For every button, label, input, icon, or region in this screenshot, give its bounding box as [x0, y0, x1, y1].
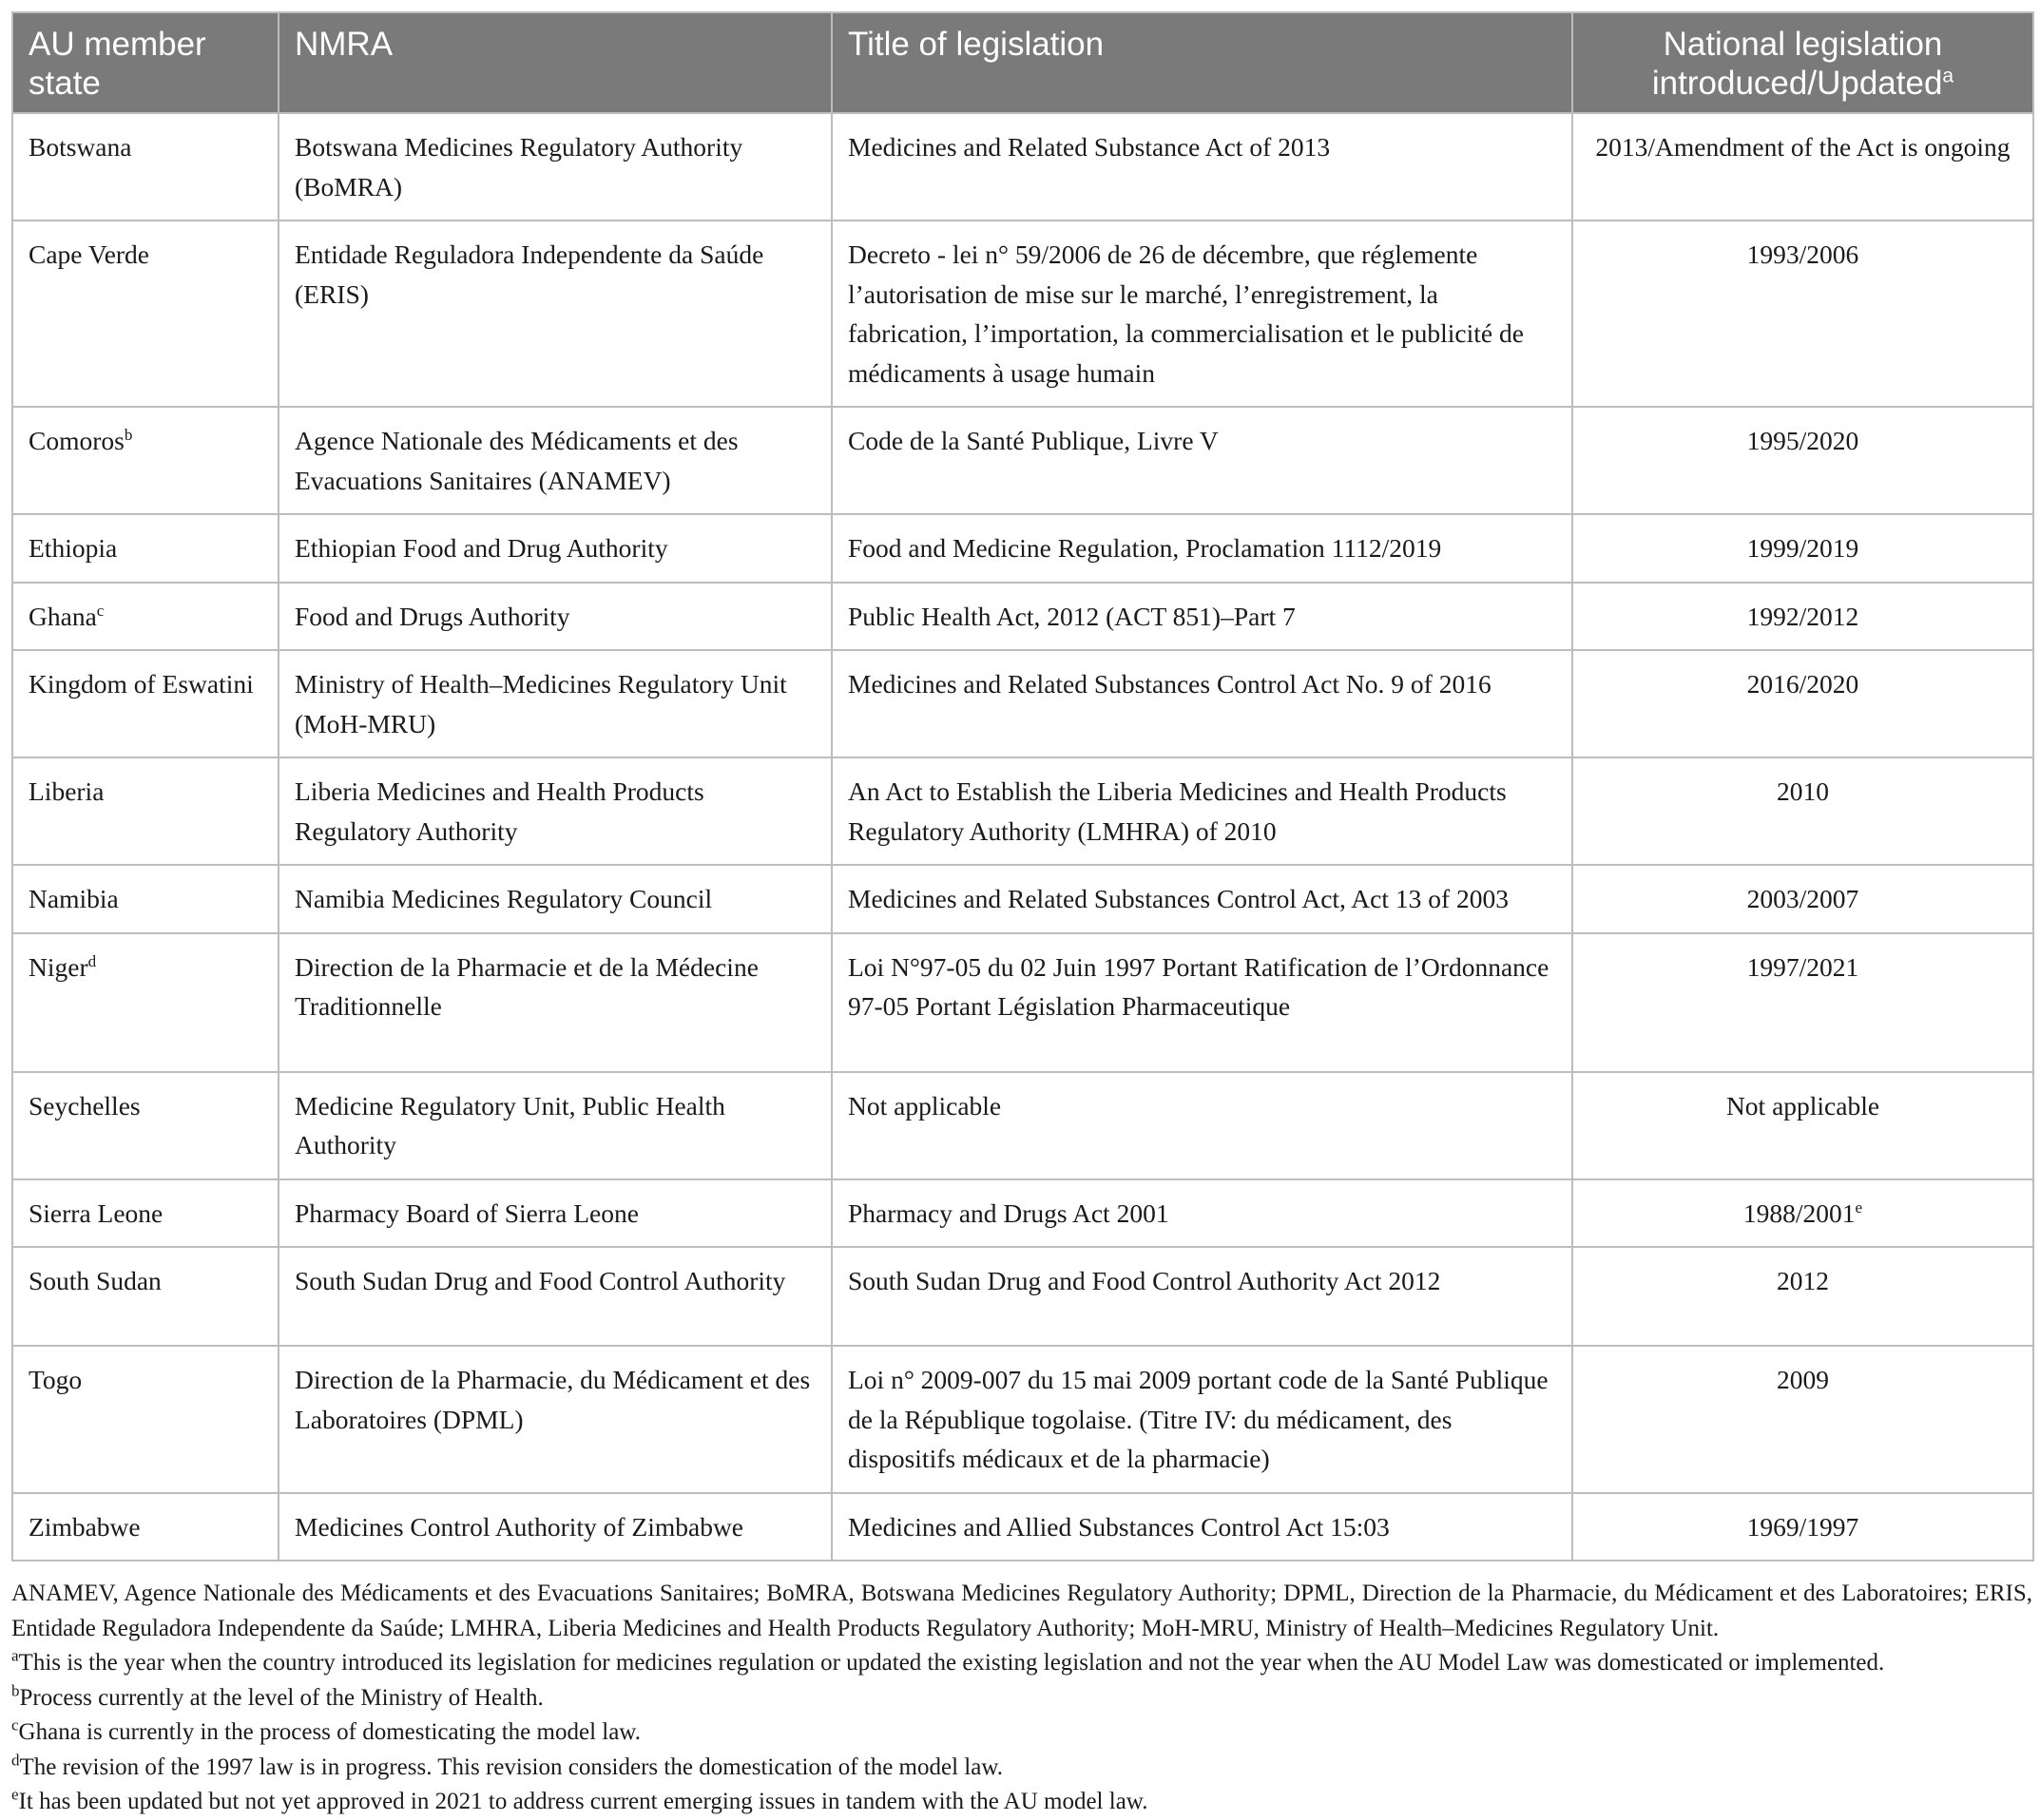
cell-title-text: Loi N°97-05 du 02 Juin 1997 Portant Ratification de l’Ordonnance 97-05 Portant Législation Pharmaceutique [848, 951, 1549, 1021]
cell-year [1572, 1247, 2033, 1346]
cell-year-text: 2012 [1777, 1266, 1829, 1295]
cell-title [832, 1247, 1572, 1346]
cell-title [832, 113, 1572, 220]
cell-member-state-text: Liberia [29, 776, 105, 806]
cell-nmra [279, 514, 832, 583]
cell-nmra-text: Ministry of Health–Medicines Regulatory Unit (MoH-MRU) [295, 669, 787, 738]
cell-nmra-text: Direction de la Pharmacie, du Médicament et des Laboratoires (DPML) [295, 1365, 811, 1434]
cell-nmra [279, 650, 832, 757]
cell-year-text: 1988/2001 [1742, 1197, 1856, 1228]
cell-nmra-text: Agence Nationale des Médicaments et des Evacuations Sanitaires (ANAMEV) [295, 426, 739, 495]
cell-nmra-text: Pharmacy Board of Sierra Leone [295, 1197, 639, 1228]
cell-title-text: Not applicable [848, 1090, 1002, 1121]
header-member-state [12, 12, 279, 113]
header-member-state-label: AU member state [29, 26, 206, 102]
cell-member-state [12, 650, 279, 757]
cell-member-state [12, 220, 279, 407]
cell-nmra-text: Direction de la Pharmacie et de la Médecine Traditionnelle [295, 951, 759, 1021]
cell-nmra [279, 1247, 832, 1346]
footnote-marker: c [96, 601, 105, 620]
cell-member-state-text: Sierra Leone [29, 1197, 164, 1228]
cell-member-state-text: Kingdom of Eswatini [29, 669, 254, 699]
cell-title [832, 1072, 1572, 1179]
footnote-text: Ghana is currently in the process of domesticating the model law. [18, 1719, 641, 1745]
cell-year [1572, 1346, 2033, 1493]
cell-title-text: Food and Medicine Regulation, Proclamation 1112/2019 [848, 533, 1442, 563]
footnote-text: The revision of the 1997 law is in progress. This revision considers the domestication of the model law. [19, 1753, 1004, 1780]
cell-year-text: Not applicable [1725, 1090, 1880, 1121]
cell-nmra [279, 583, 832, 651]
cell-nmra [279, 757, 832, 865]
cell-member-state-text: Comoros [29, 426, 125, 455]
cell-title-text: Medicines and Related Substance Act of 2013 [848, 132, 1331, 162]
header-title [832, 12, 1572, 113]
footnote-marker: b [124, 425, 133, 444]
footnote-item [11, 1715, 2032, 1751]
cell-title [832, 1346, 1572, 1493]
cell-member-state [12, 1247, 279, 1346]
footnote-marker: d [87, 951, 97, 970]
document-page [11, 11, 2032, 1820]
cell-title [832, 1493, 1572, 1561]
cell-title [832, 583, 1572, 651]
cell-member-state [12, 1072, 279, 1179]
cell-title [832, 514, 1572, 583]
header-nmra-label: NMRA [295, 26, 394, 63]
footnote-text: Process currently at the level of the Ministry of Health. [19, 1684, 544, 1711]
cell-year-text: 2009 [1777, 1365, 1829, 1394]
table-row [12, 933, 2033, 1072]
cell-year [1572, 865, 2033, 933]
cell-member-state [12, 583, 279, 651]
table-row [12, 865, 2033, 933]
cell-title [832, 757, 1572, 865]
cell-nmra-text: Liberia Medicines and Health Products Regulatory Authority [295, 776, 704, 846]
footnote-mark: a [11, 1646, 19, 1665]
cell-nmra-text: Medicines Control Authority of Zimbabwe [295, 1511, 744, 1542]
cell-title-text: Decreto - lei n° 59/2006 de 26 de décembre, que réglemente l’autorisation de mise sur le marché, l’enregistrement, la fabrication, l’importation, la commercialisation et le publicité de médicaments à usage humain [848, 239, 1524, 388]
table-row [12, 583, 2033, 651]
footnote-marker: a [1942, 65, 1954, 87]
cell-title-text: Medicines and Allied Substances Control Act 15:03 [848, 1511, 1390, 1542]
cell-nmra [279, 1493, 832, 1561]
cell-nmra [279, 933, 832, 1072]
table-row [12, 1346, 2033, 1493]
cell-title-text: South Sudan Drug and Food Control Authority Act 2012 [848, 1266, 1441, 1295]
table-row [12, 1072, 2033, 1179]
footnote-item [11, 1646, 2032, 1681]
cell-member-state [12, 865, 279, 933]
cell-title-text: Medicines and Related Substances Control Act, Act 13 of 2003 [848, 884, 1510, 913]
cell-year [1572, 1179, 2033, 1248]
footnote-text: It has been updated but not yet approved in 2021 to address current emerging issues in tandem with the AU model law. [18, 1789, 1148, 1814]
cell-nmra [279, 407, 832, 514]
cell-nmra-text: Entidade Reguladora Independente da Saúde (ERIS) [295, 239, 764, 309]
cell-title [832, 933, 1572, 1072]
cell-member-state [12, 933, 279, 1072]
table-row [12, 757, 2033, 865]
cell-member-state [12, 757, 279, 865]
cell-nmra [279, 1072, 832, 1179]
cell-nmra [279, 1179, 832, 1248]
cell-nmra [279, 865, 832, 933]
cell-year-text: 1969/1997 [1746, 1511, 1859, 1542]
cell-title [832, 407, 1572, 514]
cell-member-state-text: Niger [29, 951, 88, 982]
cell-year-text: 2013/Amendment of the Act is ongoing [1595, 132, 2011, 162]
table-row [12, 1247, 2033, 1346]
footnote-text: This is the year when the country introduced its legislation for medicines regulation or updated the existing legislation and not the year when the AU Model Law was domesticated or implemented. [18, 1650, 1885, 1676]
cell-year-text: 2010 [1777, 776, 1829, 806]
cell-year [1572, 407, 2033, 514]
cell-nmra-text: Medicine Regulatory Unit, Public Health Authority [295, 1090, 725, 1159]
header-introduced [1572, 12, 2033, 113]
cell-year [1572, 220, 2033, 407]
footnote-mark: e [11, 1785, 19, 1804]
cell-member-state-text: Togo [29, 1365, 83, 1394]
cell-title-text: An Act to Establish the Liberia Medicines and Health Products Regulatory Authority (LMHRA) of 2010 [848, 776, 1507, 846]
cell-member-state [12, 1179, 279, 1248]
cell-title [832, 650, 1572, 757]
cell-nmra-text: Food and Drugs Authority [295, 601, 570, 631]
cell-member-state [12, 1346, 279, 1493]
footnote-list [11, 1646, 2032, 1820]
cell-nmra-text: South Sudan Drug and Food Control Authority [295, 1266, 786, 1295]
legislation-table [11, 11, 2034, 1561]
cell-member-state-text: Botswana [29, 132, 132, 162]
cell-year [1572, 1072, 2033, 1179]
header-nmra [279, 12, 832, 113]
table-row [12, 514, 2033, 583]
table-row [12, 113, 2033, 220]
cell-member-state-text: Cape Verde [29, 239, 150, 269]
cell-nmra-text: Namibia Medicines Regulatory Council [295, 884, 713, 913]
cell-year-text: 1997/2021 [1746, 951, 1859, 982]
footnote-mark: b [11, 1681, 20, 1700]
cell-title-text: Loi n° 2009-007 du 15 mai 2009 portant code de la Santé Publique de la République togolaise. (Titre IV: du médicament, des dispositifs médicaux et de la pharmacie) [848, 1365, 1549, 1473]
cell-member-state-text: South Sudan [29, 1266, 162, 1295]
table-header [12, 12, 2033, 113]
cell-title-text: Public Health Act, 2012 (ACT 851)–Part 7 [848, 601, 1296, 631]
cell-member-state-text: Zimbabwe [29, 1511, 141, 1542]
cell-member-state [12, 113, 279, 220]
cell-member-state [12, 407, 279, 514]
table-row [12, 220, 2033, 407]
table-footnotes [11, 1577, 2032, 1820]
table-row [12, 1493, 2033, 1561]
cell-title [832, 220, 1572, 407]
cell-year [1572, 113, 2033, 220]
cell-year-text: 1999/2019 [1746, 533, 1859, 563]
cell-member-state [12, 514, 279, 583]
cell-nmra-text: Ethiopian Food and Drug Authority [295, 533, 668, 563]
cell-title [832, 865, 1572, 933]
footnote-item [11, 1785, 2032, 1820]
footnote-marker: e [1855, 1197, 1863, 1217]
cell-year [1572, 757, 2033, 865]
footnote-mark: c [11, 1715, 19, 1734]
cell-member-state-text: Namibia [29, 884, 119, 913]
cell-year [1572, 933, 2033, 1072]
footnote-mark: d [11, 1751, 20, 1770]
cell-year-text: 2016/2020 [1746, 669, 1859, 699]
cell-year [1572, 583, 2033, 651]
cell-year-text: 1993/2006 [1746, 239, 1859, 269]
cell-nmra [279, 1346, 832, 1493]
cell-member-state-text: Seychelles [29, 1090, 141, 1121]
cell-year [1572, 514, 2033, 583]
cell-title [832, 1179, 1572, 1248]
table-row [12, 1179, 2033, 1248]
table-row [12, 650, 2033, 757]
table-row [12, 407, 2033, 514]
cell-year [1572, 1493, 2033, 1561]
cell-nmra-text: Botswana Medicines Regulatory Authority (BoMRA) [295, 132, 743, 201]
cell-title-text: Code de la Santé Publique, Livre V [848, 426, 1219, 455]
header-title-label: Title of legislation [848, 26, 1105, 63]
cell-member-state-text: Ghana [29, 601, 97, 631]
cell-year-text: 1995/2020 [1746, 426, 1859, 455]
header-row [12, 12, 2033, 113]
cell-year-text: 2003/2007 [1746, 884, 1859, 913]
cell-member-state-text: Ethiopia [29, 533, 118, 563]
header-introduced-label: National legislation introduced/Updated [1651, 26, 1943, 102]
footnote-item [11, 1751, 2032, 1786]
cell-nmra [279, 113, 832, 220]
cell-nmra [279, 220, 832, 407]
abbreviations-note: ANAMEV, Agence Nationale des Médicaments et des Evacuations Sanitaires; BoMRA, Botswana Medicines Regulatory Authority; DPML, Direction de la Pharmacie, du Médicament et des Laboratoires; ERIS, Entidade Reguladora Independente da Saúde; LMHRA, Liberia Medicines and Health Products Regulatory Authority; MoH-MRU, Ministry of Health–Medicines Regulatory Unit. [11, 1581, 2032, 1641]
cell-title-text: Medicines and Related Substances Control Act No. 9 of 2016 [848, 669, 1492, 699]
cell-year [1572, 650, 2033, 757]
cell-year-text: 1992/2012 [1746, 601, 1859, 631]
table-body [12, 113, 2033, 1561]
cell-member-state [12, 1493, 279, 1561]
cell-title-text: Pharmacy and Drugs Act 2001 [848, 1197, 1169, 1228]
footnote-item [11, 1681, 2032, 1716]
